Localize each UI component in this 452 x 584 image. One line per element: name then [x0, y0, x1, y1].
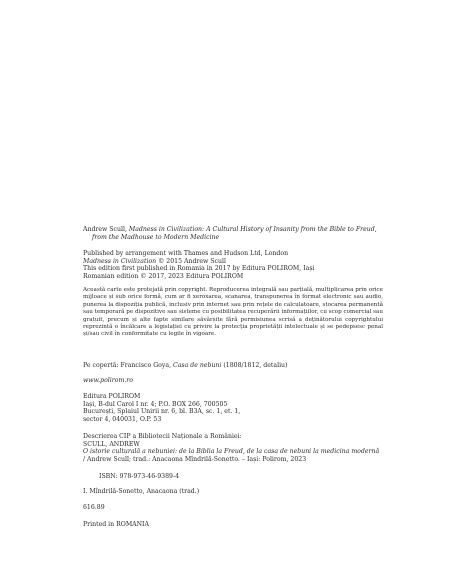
first-published-line: This edition first published in Romania in 2017 by Editura POLIROM, Iași — [83, 265, 315, 273]
original-title-block — [83, 226, 383, 241]
translator-block — [83, 488, 383, 496]
cover-credit-block — [83, 362, 383, 370]
printed-in: Printed in ROMANIA — [83, 521, 149, 528]
cip-block — [83, 433, 383, 463]
cover-credit-prefix: Pe copertă: Francisco Goya, — [83, 362, 173, 369]
cip-translator: I. Mîndrilă-Sonetto, Anacaona (trad.) — [83, 488, 200, 495]
cip-author: SCULL, ANDREW — [83, 440, 140, 448]
cip-title: O istorie culturală a nebuniei: de la Biblia la Freud, de la casa de nebuni la medicina modernă — [83, 448, 380, 456]
legal-notice-block — [83, 287, 383, 339]
arrangement-line: Published by arrangement with Thames and Hudson Ltd, London — [83, 250, 289, 257]
classification-block — [83, 504, 383, 512]
cip-entry — [83, 448, 383, 463]
isbn: ISBN: 978-973-46-9389-4 — [99, 473, 180, 480]
publisher-name: Editura POLIROM — [83, 393, 141, 400]
cover-credit-suffix: (1808/1812, detaliu) — [221, 362, 288, 369]
website-block — [83, 377, 383, 385]
romanian-edition-line: Romanian edition © 2017, 2023 Editura POLIROM — [83, 272, 244, 280]
english-title: Madness in Civilization — [83, 257, 157, 265]
cover-credit — [83, 362, 383, 370]
website-link[interactable]: www.polirom.ro — [83, 377, 133, 384]
isbn-block — [83, 473, 383, 481]
original-book-title: Madness in Civilization: A Cultural History of Insanity from the Bible to Freud, from the Madhouse to Modern Medicine — [92, 226, 377, 241]
printed-block — [83, 521, 383, 529]
address-line-sector: sector 4, 040031, O.P. 53 — [83, 415, 162, 423]
address-line-iasi: Iași, B-dul Carol I nr. 4; P.O. BOX 266, 700505 — [83, 400, 228, 408]
address-line-bucuresti: București, Splaiul Unirii nr. 6, bl. B3A, sc. 1, et. 1, — [83, 408, 241, 416]
cip-classification: 616.89 — [83, 504, 105, 511]
original-title — [83, 226, 383, 241]
cip-heading: Descrierea CIP a Bibliotecii Naționale a României: — [83, 433, 242, 440]
publishing-block — [83, 250, 383, 280]
copyright-holder: © 2015 Andrew Scull — [156, 257, 226, 265]
original-author: Andrew Scull, — [83, 226, 129, 233]
legal-notice: Această carte este protejată prin copyright. Reproducerea integrală sau parțială, multiplicarea prin orice mijloace și sub orice formă, cum ar fi xeroxarea, scanarea, transpunerea în format electronic sau audio, punerea la dispoziția publică, inclusiv prin internet sau prin rețele de calculatoare, stocarea permanentă sau temporară pe dispozitive sau sisteme cu posibilitatea recuperării informațiilor, cu scop comercial sau gratuit, precum și alte fapte similare săvârșite fără permisiunea scrisă a deținătorului copyrightului reprezintă o încălcare a legislației cu privire la protecția proprietății intelectuale și se pedepsesc penal și/sau civil în conformitate cu legile în vigoare. — [83, 287, 383, 338]
cip-details: / Andrew Scull; trad.: Anacaona Mîndrilă-Sonetto. – Iași: Polirom, 2023 — [83, 455, 307, 463]
cover-artwork-title: Casa de nebuni — [173, 362, 222, 369]
publisher-address-block — [83, 393, 383, 423]
copyright-line — [83, 258, 383, 266]
